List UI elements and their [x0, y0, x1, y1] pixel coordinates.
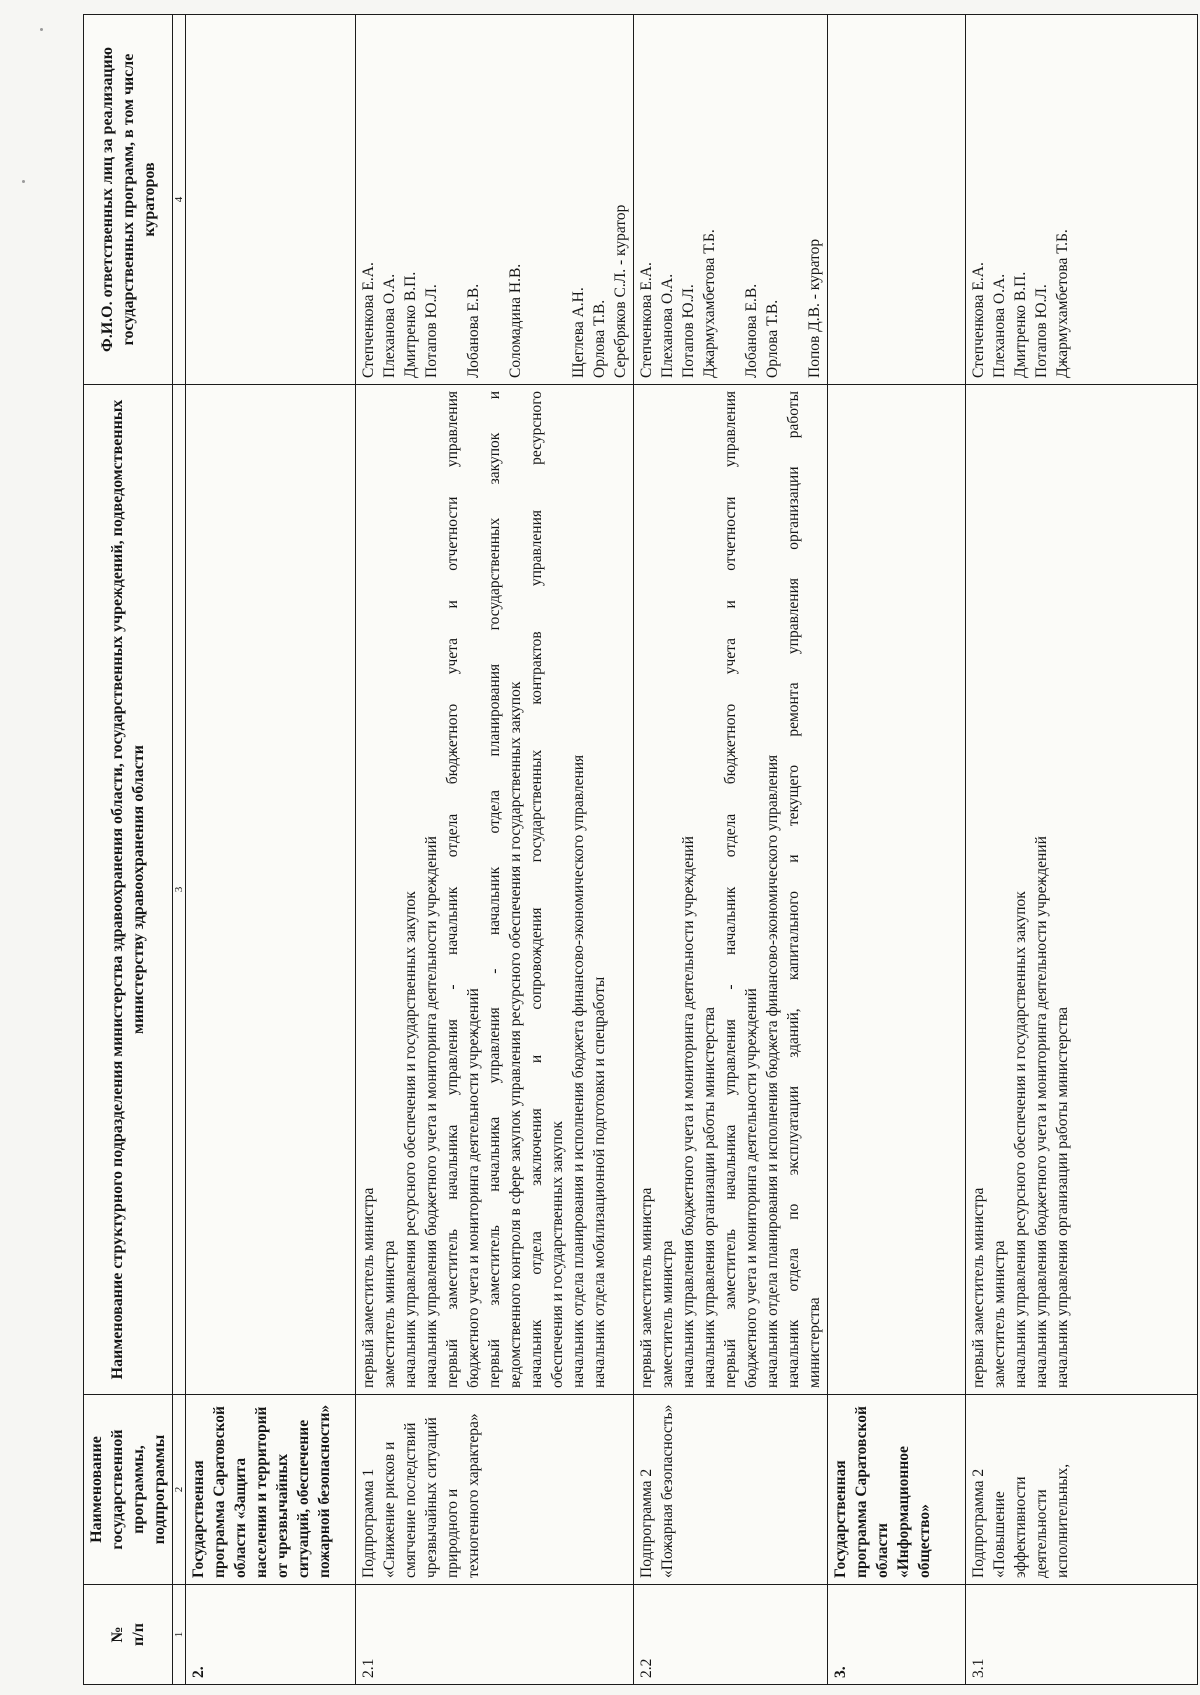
- department-line: заместитель министра: [991, 1240, 1008, 1388]
- person-name: Джармухамбетова Т.Б.: [1054, 229, 1071, 378]
- department-line: первый заместитель начальника управления - начальник отдела планирования государственных закупок и: [486, 391, 503, 1388]
- row-number: 2.: [186, 1585, 356, 1685]
- row-number: 3.: [828, 1585, 966, 1685]
- department-line: первый заместитель министра: [360, 1187, 377, 1388]
- table-row: [356, 15, 634, 1685]
- department-line: первый заместитель министра: [638, 1187, 655, 1388]
- person-name: Дмитренко В.П.: [402, 271, 419, 378]
- table-row: [186, 15, 356, 1685]
- column-number: 1: [173, 1585, 186, 1685]
- spacer: [526, 21, 547, 378]
- department-line: начальник отдела по эксплуатации зданий, капитального и текущего ремонта управления организации работы: [785, 391, 802, 1388]
- person-name: Соломадина Н.В.: [507, 263, 524, 378]
- person-name: Плеханова О.А.: [991, 273, 1008, 378]
- department-line: начальник управления бюджетного учета и мониторинга деятельности учреждений: [680, 836, 697, 1388]
- department-line: начальник управления организации работы министерства: [701, 1007, 718, 1388]
- column-number: 3: [173, 385, 186, 1395]
- department-line: начальник отдела планирования и исполнения бюджета финансово-экономического управления: [764, 754, 781, 1388]
- department-line: заместитель министра: [381, 1240, 398, 1388]
- person-name: Щеглева А.Н.: [570, 287, 587, 378]
- spacer: [484, 21, 505, 378]
- row-number: 2.2: [634, 1585, 828, 1685]
- department-line: начальник отдела планирования и исполнения бюджета финансово-экономического управления: [570, 754, 587, 1388]
- person-name: Потапов Ю.Л.: [680, 284, 697, 378]
- department-line: министерства: [806, 1297, 823, 1388]
- person-name: Степченкова Е.А.: [970, 262, 987, 378]
- department-line: бюджетного учета и мониторинга деятельности учреждений: [465, 988, 482, 1388]
- program-name: Государственная программа Саратовской области «Информационное общество»: [828, 1395, 966, 1585]
- department-list: [966, 385, 1198, 1395]
- department-line: начальник управления бюджетного учета и мониторинга деятельности учреждений: [423, 836, 440, 1388]
- department-line: начальник отдела мобилизационной подготовки и спецработы: [591, 976, 608, 1388]
- person-name: Орлова Т.В.: [591, 299, 608, 378]
- subprogram-name: Подпрограмма 1 «Снижение рисков и смягчение последствий чрезвычайных ситуаций природного и техногенного характера»: [356, 1395, 634, 1585]
- header-row: [84, 15, 173, 1685]
- person-name: Плеханова О.А.: [659, 273, 676, 378]
- department-line: первый заместитель начальника управления - начальник отдела бюджетного учета и отчетности управления: [444, 391, 461, 1388]
- spacer: [720, 21, 741, 378]
- person-name: Серебряков С.Л. - куратор: [612, 204, 629, 378]
- table-row: [966, 15, 1198, 1685]
- department-list: [356, 385, 634, 1395]
- person-name: Лобанова Е.В.: [743, 283, 760, 378]
- header-responsible-persons: Ф.И.О. ответственных лиц за реализацию государственных программ, в том числе кураторов: [84, 15, 173, 385]
- person-name: Попов Д.В. - куратор: [806, 238, 823, 378]
- person-name: Джармухамбетова Т.Б.: [701, 229, 718, 378]
- row-number: 3.1: [966, 1585, 1198, 1685]
- responsible-persons: [828, 15, 966, 385]
- department-line: первый заместитель начальника управления - начальник отдела бюджетного учета и отчетности управления: [722, 391, 739, 1388]
- department-line: ведомственного контроля в сфере закупок управления ресурсного обеспечения и государственных закупок: [507, 681, 524, 1388]
- responsible-persons: [356, 15, 634, 385]
- header-program-name: Наименование государственной программы, подпрограммы: [84, 1395, 173, 1585]
- table-row: [828, 15, 966, 1685]
- department-line: первый заместитель министра: [970, 1187, 987, 1388]
- table-row: [634, 15, 828, 1685]
- row-number: 2.1: [356, 1585, 634, 1685]
- department-list: [186, 385, 356, 1395]
- person-name: Степченкова Е.А.: [638, 262, 655, 378]
- person-name: Лобанова Е.В.: [465, 283, 482, 378]
- department-list: [634, 385, 828, 1395]
- department-line: обеспечения и государственных закупок: [549, 1121, 566, 1388]
- spacer: [783, 21, 804, 378]
- responsible-persons: [186, 15, 356, 385]
- subprogram-name: Подпрограмма 2 «Пожарная безопасность»: [634, 1395, 828, 1585]
- person-name: Степченкова Е.А.: [360, 262, 377, 378]
- person-name: Плеханова О.А.: [381, 273, 398, 378]
- subprogram-name: Подпрограмма 2 «Повышение эффективности деятельности исполнительных,: [966, 1395, 1198, 1585]
- department-line: начальник отдела заключения и сопровождения государственных контрактов управления ресурсного: [528, 391, 545, 1388]
- responsible-persons: [634, 15, 828, 385]
- department-line: начальник управления ресурсного обеспечения и государственных закупок: [1012, 891, 1029, 1388]
- responsible-persons: [966, 15, 1198, 385]
- department-line: заместитель министра: [659, 1240, 676, 1388]
- department-line: начальник управления ресурсного обеспечения и государственных закупок: [402, 891, 419, 1388]
- spacer: [547, 21, 568, 378]
- program-name: Государственная программа Саратовской области «Защита населения и территорий от чрезвычайных ситуаций, обеспечение пожарной безопасности»: [186, 1395, 356, 1585]
- department-line: начальник управления бюджетного учета и мониторинга деятельности учреждений: [1033, 836, 1050, 1388]
- responsibility-table: [83, 14, 1198, 1685]
- person-name: Орлова Т.В.: [764, 299, 781, 378]
- header-department: Наименование структурного подразделения министерства здравоохранения области, государственных учреждений, подведомственных министерству здравоохранения области: [84, 385, 173, 1395]
- person-name: Потапов Ю.Л.: [423, 284, 440, 378]
- person-name: Потапов Ю.Л.: [1033, 284, 1050, 378]
- department-line: бюджетного учета и мониторинга деятельности учреждений: [743, 988, 760, 1388]
- column-number: 2: [173, 1395, 186, 1585]
- department-list: [828, 385, 966, 1395]
- spacer: [442, 21, 463, 378]
- header-number: № п/п: [84, 1585, 173, 1685]
- person-name: Дмитренко В.П.: [1012, 271, 1029, 378]
- column-number: 4: [173, 15, 186, 385]
- rotated-page: [83, 15, 1151, 1685]
- column-number-row: [173, 15, 186, 1685]
- department-line: начальник управления организации работы министерства: [1054, 1007, 1071, 1388]
